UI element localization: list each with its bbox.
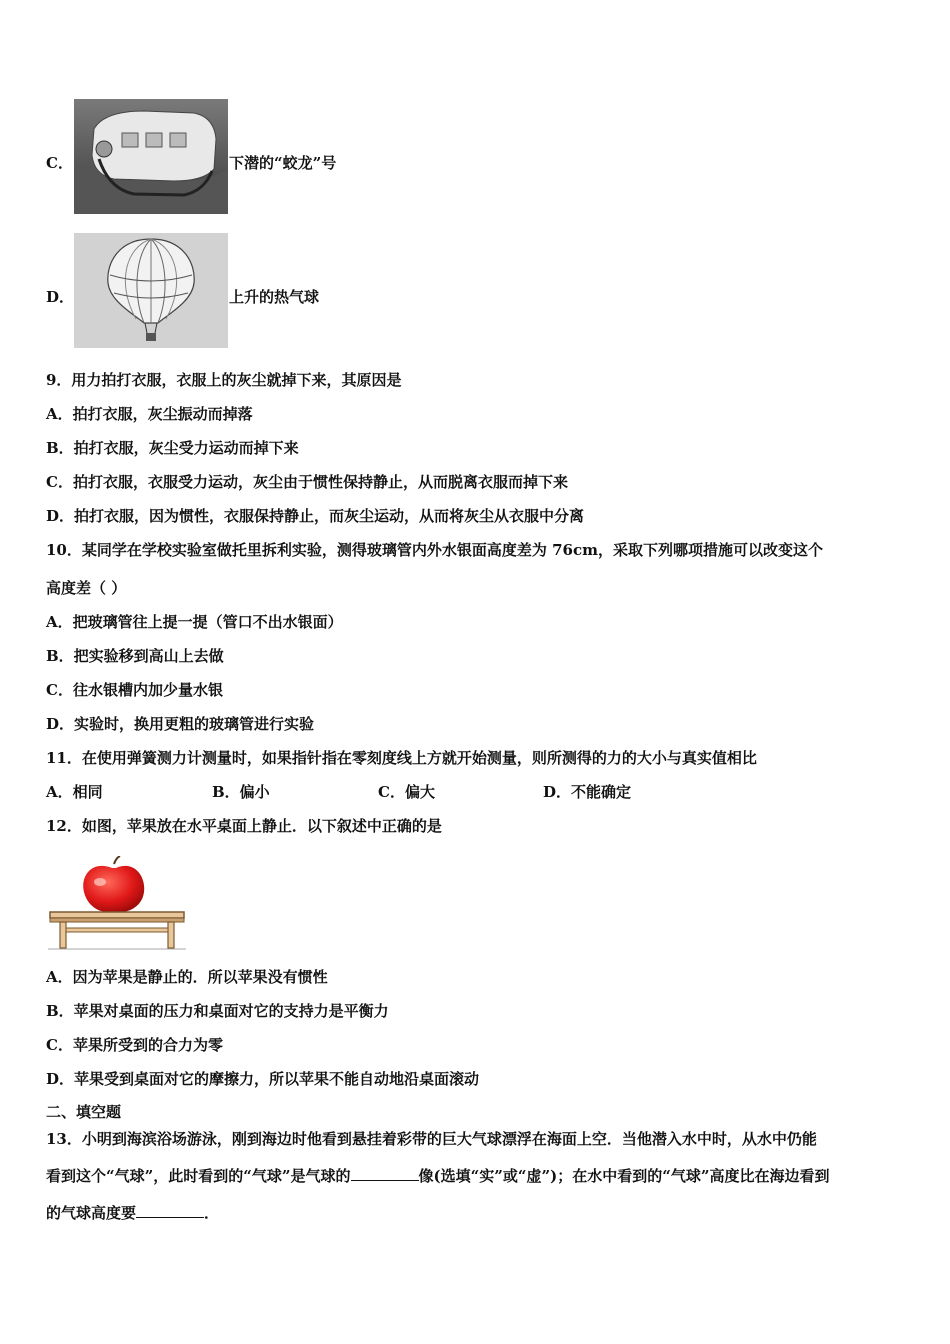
- submersible-jiaolong-image: [74, 99, 228, 214]
- question-13-line-2-start: 看到这个“气球”，此时看到的“气球”是气球的: [46, 1167, 351, 1185]
- question-13-line-3-end: ．: [204, 1204, 220, 1222]
- question-11-option-b: B．偏小: [212, 783, 270, 801]
- question-11-stem: 11．在使用弹簧测力计测量时，如果指针指在零刻度线上方就开始测量，则所测得的力的大小与真实值相比: [46, 749, 757, 767]
- question-9-option-a: A．拍打衣服，灰尘振动而掉落: [46, 405, 253, 423]
- hot-air-balloon-image: [74, 233, 228, 348]
- section-2-title: 二、填空题: [46, 1103, 122, 1121]
- question-12-option-a: A．因为苹果是静止的．所以苹果没有惯性: [46, 968, 328, 986]
- question-10-stem-cont: 高度差（ ）: [46, 579, 127, 597]
- question-13-line-3-start: 的气球高度要: [46, 1204, 137, 1222]
- question-11-option-c: C．偏大: [378, 783, 435, 801]
- question-10-option-a: A．把玻璃管往上提一提（管口不出水银面）: [46, 613, 343, 631]
- question-13-line-1: 13．小明到海滨浴场游泳，刚到海边时他看到悬挂着彩带的巨大气球漂浮在海面上空．当他潜入水中时，从水中仍能: [46, 1130, 817, 1148]
- option-d-label: D．: [46, 288, 75, 306]
- question-12-stem: 12．如图，苹果放在水平桌面上静止．以下叙述中正确的是: [46, 817, 442, 835]
- answer-blank-1[interactable]: [351, 1166, 419, 1181]
- question-12-option-c: C．苹果所受到的合力为零: [46, 1036, 223, 1054]
- question-9-stem: 9．用力拍打衣服，衣服上的灰尘就掉下来，其原因是: [46, 371, 402, 389]
- question-11-option-d: D．不能确定: [543, 783, 632, 801]
- question-10-option-c: C．往水银槽内加少量水银: [46, 681, 223, 699]
- question-12-option-b: B．苹果对桌面的压力和桌面对它的支持力是平衡力: [46, 1002, 389, 1020]
- answer-blank-2[interactable]: [136, 1203, 204, 1218]
- question-10-option-d: D．实验时，换用更粗的玻璃管进行实验: [46, 715, 315, 733]
- question-9-option-c: C．拍打衣服，衣服受力运动，灰尘由于惯性保持静止，从而脱离衣服而掉下来: [46, 473, 568, 491]
- option-d-caption: 上升的热气球: [229, 288, 320, 306]
- option-c-caption: 下潜的“蛟龙”号: [229, 154, 337, 172]
- question-10-stem: 10．某同学在学校实验室做托里拆利实验，测得玻璃管内外水银面高度差为 76cm，采取下列哪项措施可以改变这个: [46, 541, 823, 559]
- question-11-option-a: A．相同: [46, 783, 103, 801]
- option-c-label: C．: [46, 154, 73, 172]
- question-9-option-d: D．拍打衣服，因为惯性，衣服保持静止，而灰尘运动，从而将灰尘从衣服中分离: [46, 507, 585, 525]
- question-13-line-2-end: 像(选填“实”或“虚”)；在水中看到的“气球”高度比在海边看到: [418, 1167, 830, 1185]
- question-10-option-b: B．把实验移到高山上去做: [46, 647, 224, 665]
- question-9-option-b: B．拍打衣服，灰尘受力运动而掉下来: [46, 439, 299, 457]
- apple-on-table-image: [46, 856, 188, 952]
- question-13-line-3: [46, 1203, 219, 1223]
- question-12-option-d: D．苹果受到桌面对它的摩擦力，所以苹果不能自动地沿桌面滚动: [46, 1070, 480, 1088]
- question-13-line-2: [46, 1166, 829, 1186]
